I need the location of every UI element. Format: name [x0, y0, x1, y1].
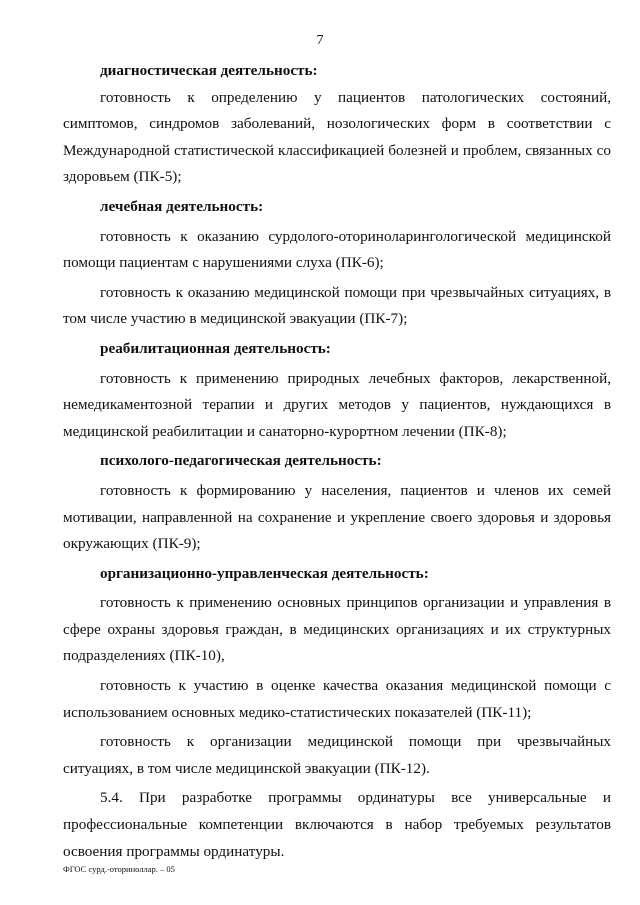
paragraph-pk7: готовность к оказанию медицинской помощи при чрезвычайных ситуациях, в том числе участию в медицинской эвакуации (ПК-7);	[63, 283, 611, 328]
paragraph-pk9: готовность к формированию у населения, пациентов и членов их семей мотивации, направленной на сохранение и укрепление своего здоровья и здоровья окружающих (ПК-9);	[63, 481, 611, 553]
paragraph-5-4: 5.4. При разработке программы ординатуры все универсальные и профессиональные компетенции включаются в набор требуемых результатов освоения программы ординатуры.	[63, 789, 611, 860]
heading-psychological-pedagogical: психолого-педагогическая деятельность:	[100, 452, 382, 470]
heading-organizational-managerial: организационно-управленческая деятельность:	[100, 564, 429, 582]
heading-treatment: лечебная деятельность:	[100, 197, 264, 215]
paragraph-pk8: готовность к применению природных лечебных факторов, лекарственной, немедикаментозной терапии и других методов у пациентов, нуждающихся в медицинской реабилитации и санаторно-курортном лечении (ПК-8);	[63, 369, 611, 440]
paragraph-pk12: готовность к организации медицинской помощи при чрезвычайных ситуациях, в том числе медицинской эвакуации (ПК-12).	[63, 733, 611, 777]
document-body	[63, 58, 611, 865]
footer-note: ФГОС сурд.-оториноллар. – 05	[63, 864, 175, 874]
page-number: 7	[316, 33, 324, 48]
paragraph-pk5: готовность к определению у пациентов патологических состояний, симптомов, синдромов заболеваний, нозологических форм в соответствии с Международной статистической классификацией болезней и проблем, связанных со здоровьем (ПК-5);	[63, 88, 611, 186]
paragraph-pk11: готовность к участию в оценке качества оказания медицинской помощи с использованием основных медико-статистических показателей (ПК-11);	[63, 677, 611, 721]
heading-diagnostic: диагностическая деятельность:	[100, 62, 318, 79]
heading-rehabilitation: реабилитационная деятельность:	[100, 339, 331, 357]
paragraph-pk6: готовность к оказанию сурдолого-оториноларингологической медицинской помощи пациентам с нарушениями слуха (ПК-6);	[63, 227, 611, 272]
paragraph-pk10: готовность к применению основных принципов организации и управления в сфере охраны здоровья граждан, в медицинских организациях и их структурных подразделениях (ПК-10),	[63, 594, 611, 665]
